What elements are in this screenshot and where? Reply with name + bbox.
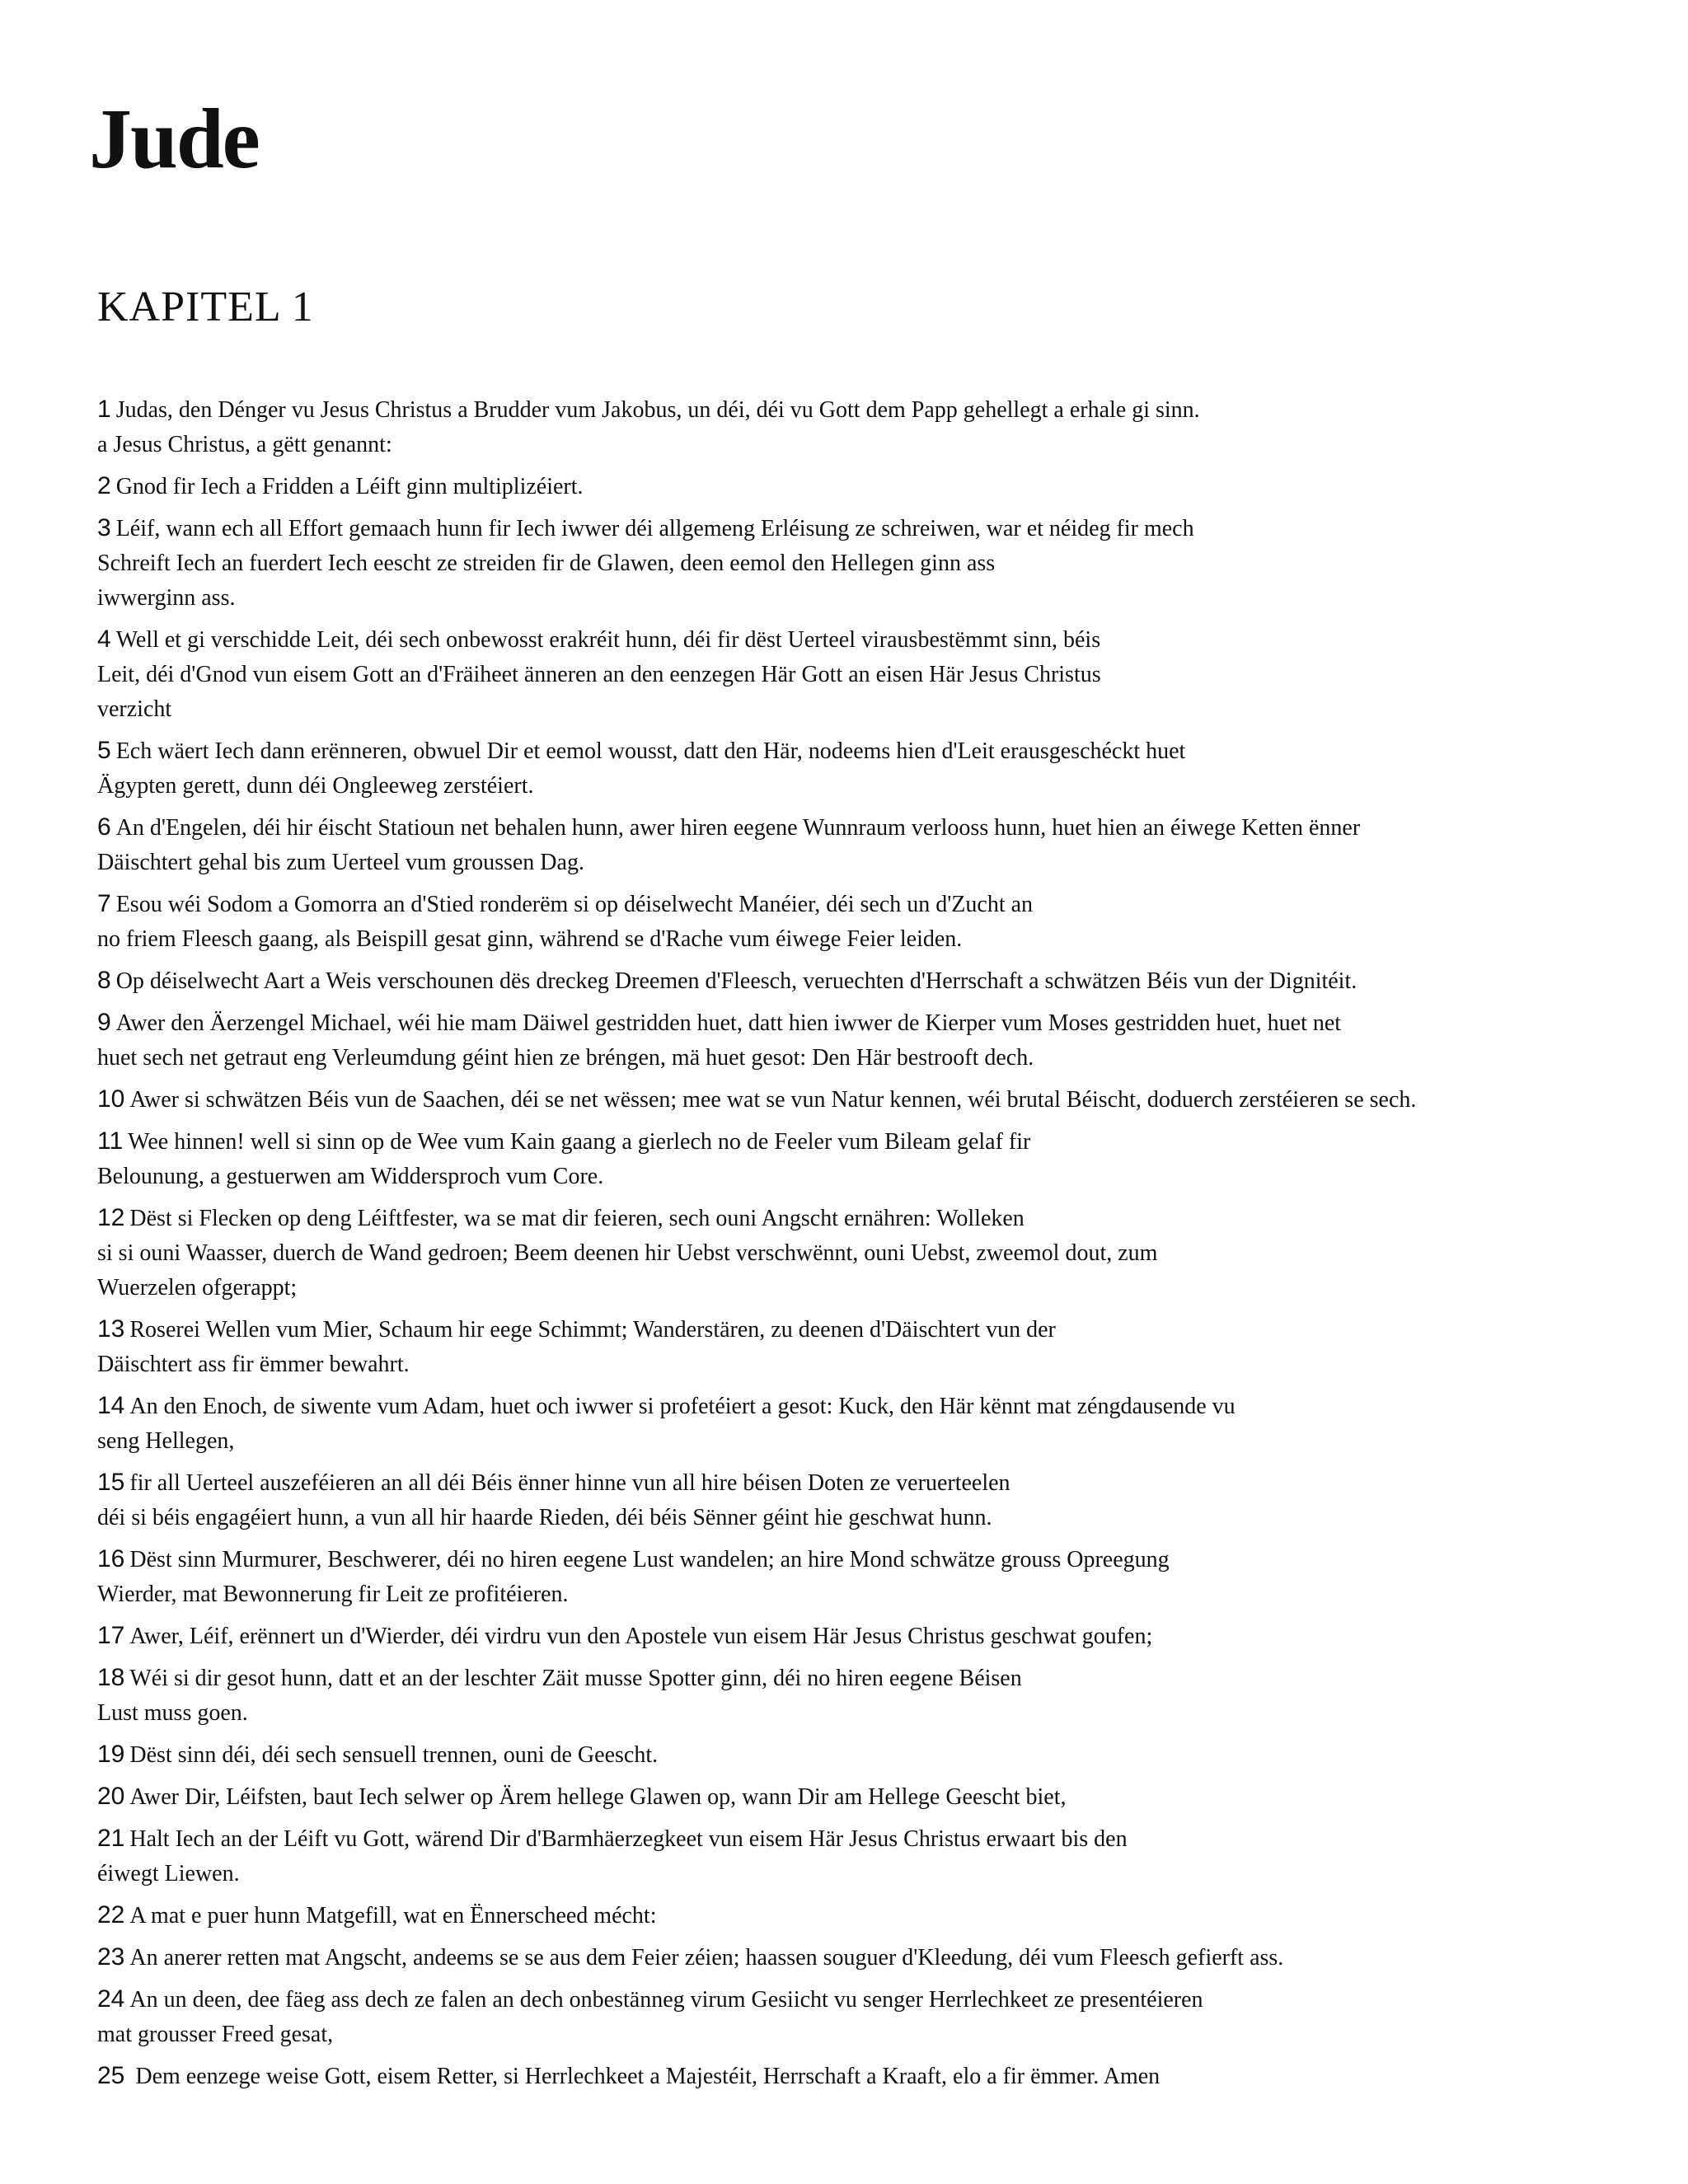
verse-line xyxy=(97,1347,1647,1382)
verse-line xyxy=(97,581,1647,616)
verse xyxy=(97,2059,1647,2094)
verse-list xyxy=(97,392,1647,2101)
verse-text: Roserei Wellen vum Mier, Schaum hir eege Schimmt; Wanderstären, zu deenen d'Däischtert vun der xyxy=(129,1317,1056,1343)
verse xyxy=(97,1312,1647,1382)
verse xyxy=(97,1005,1647,1076)
verse-number: 22 xyxy=(97,1901,125,1929)
verse-number: 20 xyxy=(97,1783,125,1810)
verse-number: 12 xyxy=(97,1204,125,1231)
verse-text: seng Hellegen, xyxy=(97,1428,235,1454)
book-title: Jude xyxy=(89,91,259,186)
verse-line xyxy=(97,658,1647,692)
verse-number: 25 xyxy=(97,2062,125,2089)
verse-text: An den Enoch, de siwente vum Adam, huet och iwwer si profetéiert a gesot: Kuck, den Här kënnt mat zéngdausende vu xyxy=(129,1394,1236,1419)
verse-text: Awer den Äerzengel Michael, wéi hie mam Däiwel gestridden huet, datt hien iwwer de Kierper vum Moses gestridden huet, huet net xyxy=(115,1010,1342,1036)
verse-text: Esou wéi Sodom a Gomorra an d'Stied ronderëm si op déiselwecht Manéier, déi sech un d'Zucht an xyxy=(115,892,1034,917)
verse-line xyxy=(97,1821,1647,1857)
verse-number: 5 xyxy=(97,737,111,764)
verse xyxy=(97,622,1647,727)
verse-text: Wéi si dir gesot hunn, datt et an der leschter Zäit musse Spotter ginn, déi no hiren eegene Béisen xyxy=(129,1666,1022,1691)
verse-line xyxy=(97,428,1647,462)
verse xyxy=(97,1082,1647,1118)
verse xyxy=(97,963,1647,999)
verse-line xyxy=(97,1312,1647,1347)
verse-number: 16 xyxy=(97,1545,125,1572)
verse-line xyxy=(97,1465,1647,1501)
verse-line xyxy=(97,1236,1647,1271)
verse-text: éiwegt Liewen. xyxy=(97,1861,240,1886)
verse xyxy=(97,392,1647,462)
verse-line xyxy=(97,1779,1647,1815)
chapter-title: KAPITEL 1 xyxy=(97,284,314,330)
verse-number: 15 xyxy=(97,1469,125,1496)
verse xyxy=(97,810,1647,880)
verse-line xyxy=(97,469,1647,504)
verse-text: Wierder, mat Bewonnerung fir Leit ze profitéieren. xyxy=(97,1582,569,1607)
verse xyxy=(97,1389,1647,1459)
verse-line xyxy=(97,2059,1647,2094)
verse-number: 23 xyxy=(97,1943,125,1971)
verse xyxy=(97,469,1647,504)
verse-text: iwwerginn ass. xyxy=(97,585,236,611)
verse-number: 13 xyxy=(97,1315,125,1343)
verse-text: Léif, wann ech all Effort gemaach hunn fir Iech iwwer déi allgemeng Erléisung ze schreiwen, war et néideg fir mech xyxy=(115,516,1194,541)
verse-text: fir all Uerteel auszeféieren an all déi Béis ënner hinne vun all hire béisen Doten ze veruerteelen xyxy=(129,1470,1010,1496)
verse-line xyxy=(97,1619,1647,1654)
verse-line xyxy=(97,1542,1647,1577)
verse-text: déi si béis engagéiert hunn, a vun all hir haarde Rieden, déi béis Sënner géint hie geschwat hunn. xyxy=(97,1505,992,1530)
verse-number: 19 xyxy=(97,1741,125,1768)
verse-line xyxy=(97,622,1647,658)
verse-text: Wuerzelen ofgerappt; xyxy=(97,1275,298,1301)
verse-number: 4 xyxy=(97,626,111,653)
verse xyxy=(97,1465,1647,1535)
verse-text: huet sech net getraut eng Verleumdung géint hien ze bréngen, mä huet gesot: Den Här bestrooft dech. xyxy=(97,1045,1034,1071)
verse-line xyxy=(97,1940,1647,1975)
verse xyxy=(97,1779,1647,1815)
verse-number: 9 xyxy=(97,1009,111,1036)
verse-line xyxy=(97,546,1647,581)
verse-number: 10 xyxy=(97,1085,125,1113)
verse-number: 6 xyxy=(97,813,111,841)
verse-line xyxy=(97,1389,1647,1424)
verse xyxy=(97,1542,1647,1612)
verse xyxy=(97,1619,1647,1654)
verse-number: 8 xyxy=(97,967,111,994)
verse-text: Leit, déi d'Gnod vun eisem Gott an d'Fräiheet änneren an den eenzegen Här Gott an eisen Här Jesus Christus xyxy=(97,662,1101,687)
verse-line xyxy=(97,1898,1647,1933)
verse-text: An un deen, dee fäeg ass dech ze falen an dech onbestänneg virum Gesiicht vu senger Herrlechkeet ze presentéieren xyxy=(129,1987,1203,2013)
verse-text: Lust muss goen. xyxy=(97,1700,248,1726)
verse-text: a Jesus Christus, a gëtt genannt: xyxy=(97,432,392,457)
verse xyxy=(97,887,1647,957)
verse-text: An anerer retten mat Angscht, andeems se se aus dem Feier zéien; haassen souguer d'Kleedung, déi vum Fleesch gefierft ass. xyxy=(129,1945,1284,1971)
verse-line xyxy=(97,1160,1647,1194)
verse-number: 7 xyxy=(97,890,111,917)
verse-line xyxy=(97,846,1647,880)
verse xyxy=(97,1124,1647,1194)
verse xyxy=(97,1898,1647,1933)
verse-number: 14 xyxy=(97,1392,125,1419)
verse-line xyxy=(97,922,1647,957)
verse-line xyxy=(97,1696,1647,1731)
verse xyxy=(97,1661,1647,1731)
verse xyxy=(97,1737,1647,1773)
verse-line xyxy=(97,1982,1647,2018)
verse-text: si si ouni Waasser, duerch de Wand gedroen; Beem deenen hir Uebst verschwënnt, ouni Uebst, zweemol dout, zum xyxy=(97,1240,1158,1266)
verse-text: Op déiselwecht Aart a Weis verschounen dës dreckeg Dreemen d'Fleesch, veruechten d'Herrschaft a schwätzen Béis vun der Dignitéit. xyxy=(115,968,1357,994)
verse-text: Halt Iech an der Léift vu Gott, wärend Dir d'Barmhäerzegkeet vun eisem Här Jesus Christus erwaart bis den xyxy=(129,1826,1128,1852)
verse-text: Dëst sinn déi, déi sech sensuell trennen, ouni de Geescht. xyxy=(129,1742,659,1768)
verse-line xyxy=(97,392,1647,428)
verse-line xyxy=(97,2018,1647,2052)
verse-line xyxy=(97,1041,1647,1076)
verse-number: 1 xyxy=(97,396,111,423)
verse-line xyxy=(97,769,1647,804)
verse xyxy=(97,733,1647,804)
verse-line xyxy=(97,1082,1647,1118)
verse-number: 2 xyxy=(97,472,111,499)
verse-text: verzicht xyxy=(97,696,172,722)
verse-text: Gnod fir Iech a Fridden a Léift ginn multiplizéiert. xyxy=(115,474,584,499)
verse-text: Awer, Léif, erënnert un d'Wierder, déi virdru vun den Apostele vun eisem Här Jesus Christus geschwat goufen; xyxy=(129,1624,1153,1649)
verse-line xyxy=(97,1005,1647,1041)
verse-line xyxy=(97,1857,1647,1891)
verse-text: Dëst si Flecken op deng Léiftfester, wa se mat dir feieren, sech ouni Angscht ernähren: Wolleken xyxy=(129,1206,1025,1231)
verse-line xyxy=(97,1577,1647,1612)
verse-line xyxy=(97,692,1647,727)
verse-text: Awer si schwätzen Béis vun de Saachen, déi se net wëssen; mee wat se vun Natur kennen, wéi brutal Béischt, doduerch zerstéieren se sech. xyxy=(129,1087,1417,1113)
verse-text: no friem Fleesch gaang, als Beispill gesat ginn, während se d'Rache vum éiwege Feier leiden. xyxy=(97,926,963,952)
verse-number: 17 xyxy=(97,1622,125,1649)
verse-text: Ägypten gerett, dunn déi Ongleeweg zerstéiert. xyxy=(97,773,534,799)
verse xyxy=(97,511,1647,616)
verse-text: Judas, den Dénger vu Jesus Christus a Brudder vum Jakobus, un déi, déi vu Gott dem Papp gehellegt a erhale gi sinn. xyxy=(115,397,1200,423)
verse-text: Dëst sinn Murmurer, Beschwerer, déi no hiren eegene Lust wandelen; an hire Mond schwätze grouss Opreegung xyxy=(129,1547,1170,1572)
verse-number: 21 xyxy=(97,1825,125,1852)
verse-line xyxy=(97,1661,1647,1696)
verse-text: Dem eenzege weise Gott, eisem Retter, si Herrlechkeet a Majestéit, Herrschaft a Kraaft, elo a fir ëmmer. Amen xyxy=(129,2064,1160,2089)
verse-text: Wee hinnen! well si sinn op de Wee vum Kain gaang a gierlech no de Feeler vum Bileam gelaf fir xyxy=(128,1129,1031,1155)
verse-text: Däischtert gehal bis zum Uerteel vum groussen Dag. xyxy=(97,850,584,875)
verse-number: 24 xyxy=(97,1985,125,2013)
verse-line xyxy=(97,733,1647,769)
verse-line xyxy=(97,810,1647,846)
verse-text: A mat e puer hunn Matgefill, wat en Ënnerscheed mécht: xyxy=(129,1903,657,1929)
verse-number: 3 xyxy=(97,514,111,541)
verse-text: mat grousser Freed gesat, xyxy=(97,2022,334,2047)
verse-text: Belounung, a gestuerwen am Widdersproch vum Core. xyxy=(97,1164,604,1189)
verse-text: Schreift Iech an fuerdert Iech eescht ze streiden fir de Glawen, deen eemol den Hellegen ginn ass xyxy=(97,551,996,576)
verse-text: Awer Dir, Léifsten, baut Iech selwer op Ärem hellege Glawen op, wann Dir am Hellege Geescht biet, xyxy=(129,1784,1067,1810)
verse-number: 11 xyxy=(97,1127,124,1155)
verse-line xyxy=(97,511,1647,546)
verse-text: An d'Engelen, déi hir éischt Statioun net behalen hunn, awer hiren eegene Wunnraum verlooss hunn, huet hien an éiwege Ketten ënner xyxy=(115,815,1361,841)
verse xyxy=(97,1201,1647,1305)
verse-line xyxy=(97,1737,1647,1773)
verse xyxy=(97,1821,1647,1891)
verse-line xyxy=(97,1424,1647,1459)
verse-line xyxy=(97,1124,1647,1160)
verse-number: 18 xyxy=(97,1664,125,1691)
verse-line xyxy=(97,963,1647,999)
verse-line xyxy=(97,1501,1647,1535)
verse xyxy=(97,1940,1647,1975)
verse-text: Däischtert ass fir ëmmer bewahrt. xyxy=(97,1352,410,1377)
verse-text: Well et gi verschidde Leit, déi sech onbewosst erakréit hunn, déi fir dëst Uerteel virausbestëmmt sinn, béis xyxy=(115,627,1101,653)
verse-text: Ech wäert Iech dann erënneren, obwuel Dir et eemol wousst, datt den Här, nodeems hien d'Leit erausgeschéckt huet xyxy=(115,738,1186,764)
verse-line xyxy=(97,887,1647,922)
verse xyxy=(97,1982,1647,2052)
verse-line xyxy=(97,1201,1647,1236)
verse-line xyxy=(97,1271,1647,1305)
